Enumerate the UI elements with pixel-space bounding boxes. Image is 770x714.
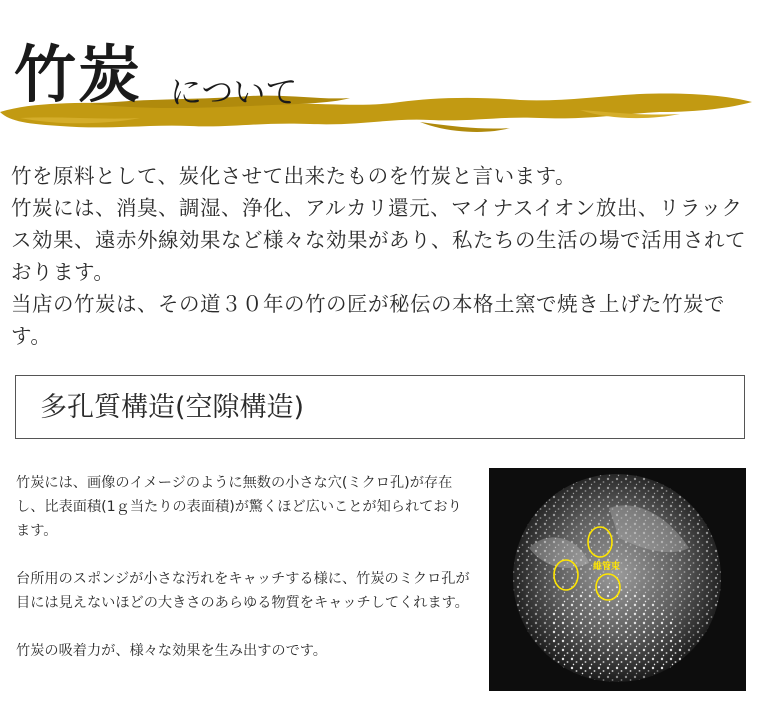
intro-paragraph-1: 竹を原料として、炭化させて出来たものを竹炭と言います。: [11, 164, 576, 188]
detail-paragraph-3: 竹炭の吸着力が、様々な効果を生み出すのです。: [16, 643, 327, 659]
intro-paragraph-2: 竹炭には、消臭、調湿、浄化、アルカリ還元、マイナスイオン放出、リラックス効果、遠赤外線効果など様々な効果があり、私たちの生活の場で活用されております。: [11, 196, 746, 284]
heading-title-sub: について: [170, 73, 298, 111]
section-title: 多孔質構造(空隙構造): [40, 392, 305, 423]
detail-text: [16, 471, 472, 687]
micrograph-drawing: [489, 468, 746, 691]
intro-text: [11, 160, 761, 352]
page-heading: [0, 20, 770, 140]
detail-paragraph-2: 台所用のスポンジが小さな汚れをキャッチする様に、竹炭のミクロ孔が目には見えないほどの大きさのあらゆる物質をキャッチしてくれます。: [16, 571, 470, 611]
charcoal-micrograph-image: [489, 468, 746, 691]
heading-title-main: 竹炭: [14, 38, 143, 111]
intro-paragraph-3: 当店の竹炭は、その道３０年の竹の匠が秘伝の本格土窯で焼き上げた竹炭です。: [11, 292, 725, 348]
detail-paragraph-1: 竹炭には、画像のイメージのように無数の小さな穴(ミクロ孔)が存在し、比表面積(1ｇ当たりの表面積)が驚くほど広いことが知られております。: [16, 475, 462, 539]
micrograph-label: 維管束: [593, 562, 621, 572]
section-title-box: [15, 375, 745, 439]
